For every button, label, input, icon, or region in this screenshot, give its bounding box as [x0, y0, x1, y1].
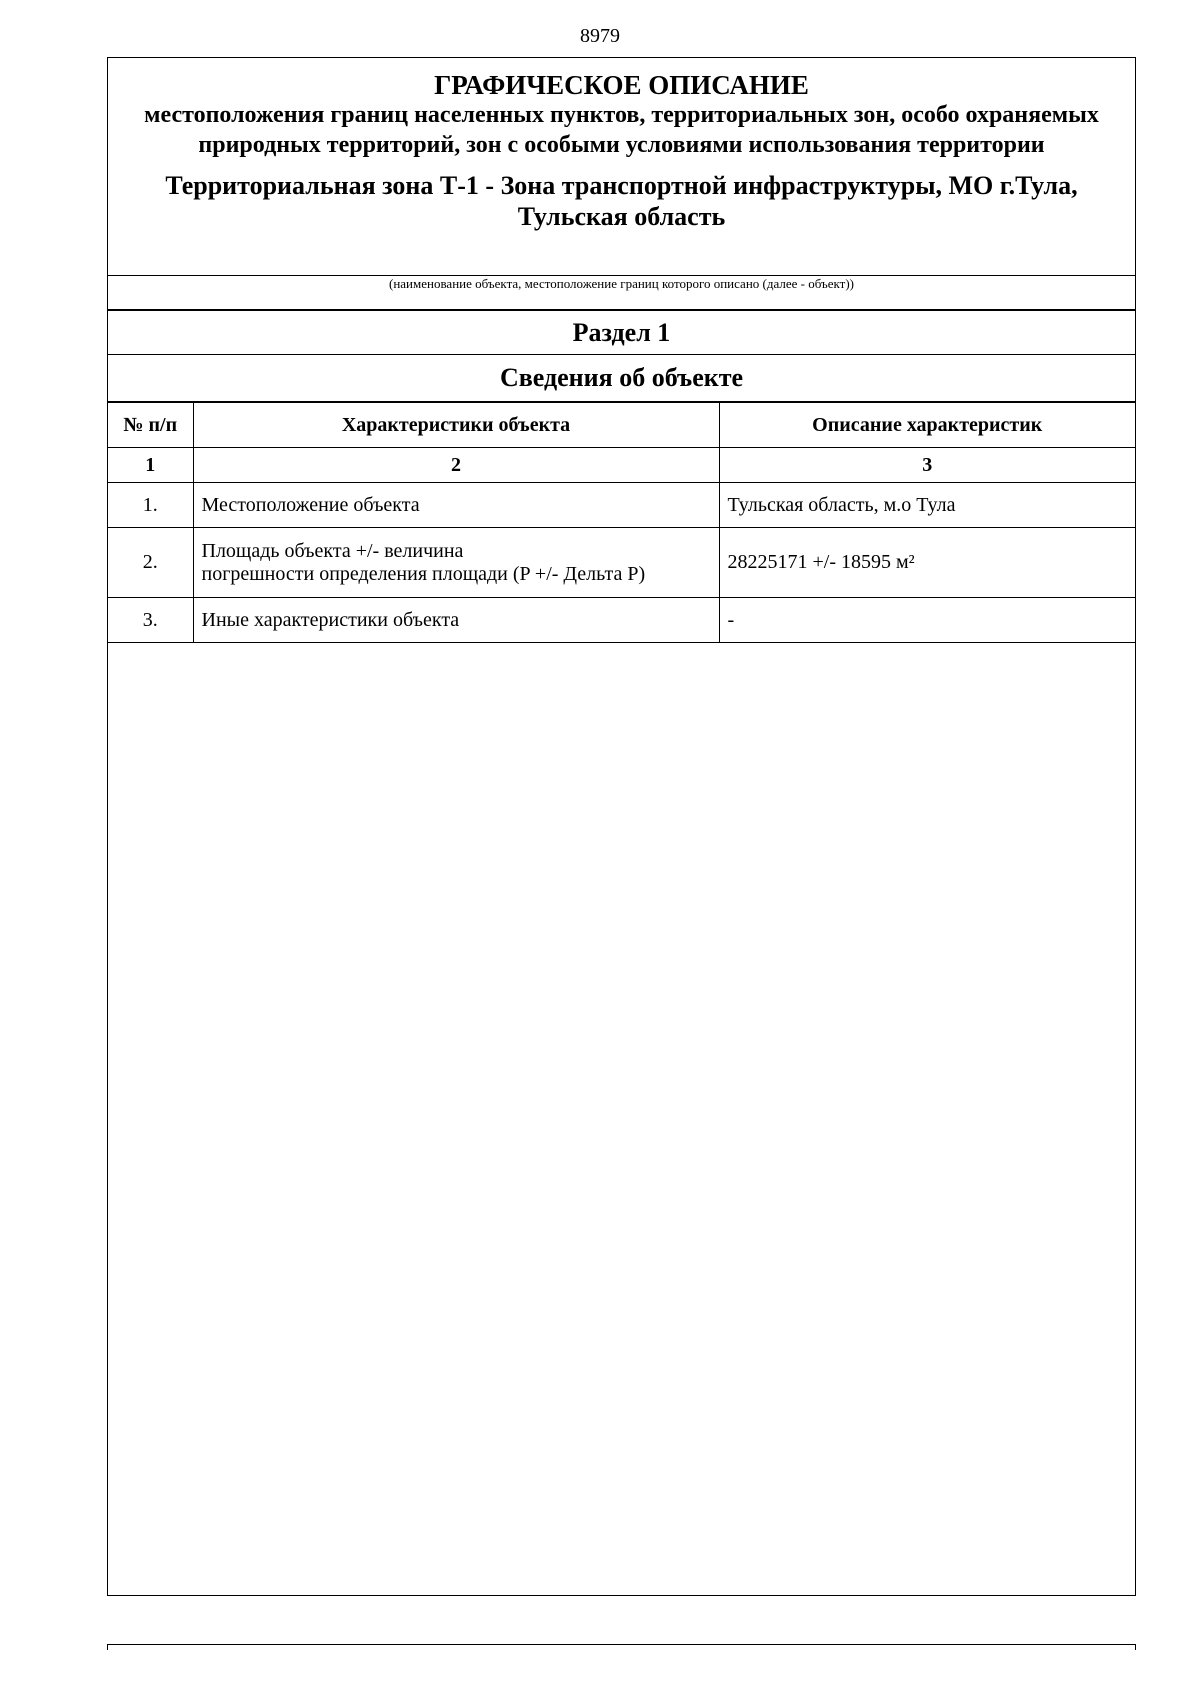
row-description: 28225171 +/- 18595 м² — [719, 528, 1135, 598]
row-number: 3. — [108, 598, 193, 643]
document-subtitle: местоположения границ населенных пунктов, территориальных зон, особо охраняемых природных территорий, зон с особыми условиями использования территории — [144, 102, 1099, 158]
characteristic-line: Площадь объекта +/- величина — [201, 539, 464, 562]
row-description: - — [719, 598, 1135, 643]
table-row — [108, 483, 1135, 528]
row-characteristic — [193, 528, 719, 598]
document-frame — [107, 57, 1136, 1596]
footer-rule — [107, 1644, 1136, 1650]
section-subtitle: Сведения об объекте — [108, 355, 1135, 402]
object-name: Территориальная зона Т-1 - Зона транспортной инфраструктуры, МО г.Тула, Тульская область — [165, 171, 1078, 231]
column-number: 1 — [108, 448, 193, 483]
characteristic-line: погрешности определения площади (P +/- Дельта P) — [201, 562, 646, 585]
row-number: 2. — [108, 528, 193, 598]
table-header-row — [108, 403, 1135, 448]
column-number: 3 — [719, 448, 1135, 483]
row-description: Тульская область, м.о Тула — [719, 483, 1135, 528]
column-number: 2 — [193, 448, 719, 483]
table-row — [108, 528, 1135, 598]
table-row — [108, 598, 1135, 643]
column-number-row — [108, 448, 1135, 483]
object-name-caption: (наименование объекта, местоположение границ которого описано (далее - объект)) — [108, 276, 1135, 310]
row-characteristic: Иные характеристики объекта — [193, 598, 719, 643]
document-header — [108, 58, 1135, 276]
section-title: Раздел 1 — [108, 310, 1135, 355]
object-info-table — [108, 402, 1135, 643]
page-number: 8979 — [580, 25, 620, 47]
row-number: 1. — [108, 483, 193, 528]
header-description: Описание характеристик — [719, 403, 1135, 448]
row-characteristic: Местоположение объекта — [193, 483, 719, 528]
document-title: ГРАФИЧЕСКОЕ ОПИСАНИЕ — [434, 70, 809, 100]
header-characteristic: Характеристики объекта — [193, 403, 719, 448]
header-number: № п/п — [108, 403, 193, 448]
